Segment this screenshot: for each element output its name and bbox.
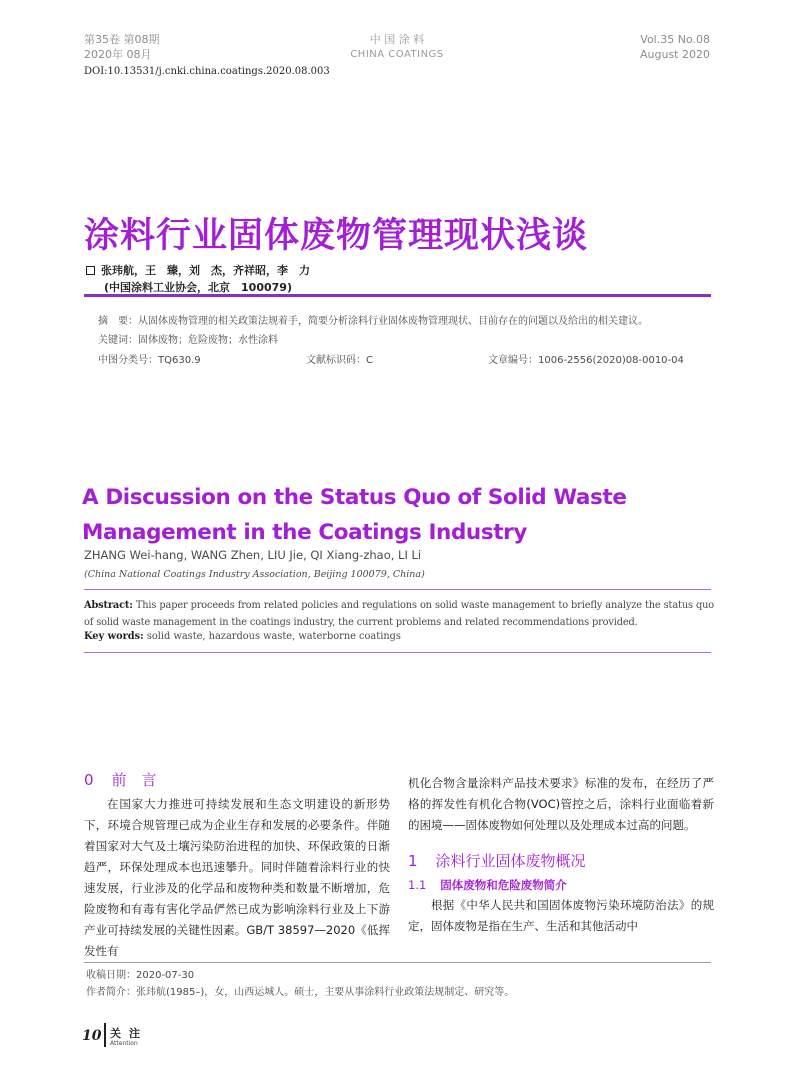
- affiliation-en: (China National Coatings Industry Association, Beijing 100079, China): [84, 569, 425, 580]
- abstract-en-text: This paper proceeds from related policies and regulations on solid waste management to briefly analyze the status quo of solid waste management in the coatings industry, the current problems and related recommendations provided.: [84, 600, 714, 628]
- abstract-en-label: Abstract:: [84, 600, 133, 611]
- abstract-cn: 摘 要：从固体废物管理的相关政策法规着手，简要分析涂料行业固体废物管理现状、目前存在的问题以及给出的相关建议。: [98, 316, 648, 327]
- received-date: 收稿日期：2020-07-30: [86, 970, 195, 981]
- section-label-cn: 关注: [110, 1027, 148, 1040]
- volume-issue-en: Vol.35 No.08: [640, 33, 710, 46]
- subsection-title: 固体废物和危险废物简介: [440, 878, 567, 892]
- subsection-number: 1.1: [408, 878, 427, 892]
- author-bio: 作者简介：张玮航(1985–)，女，山西运城人。硕士，主要从事涂料行业政策法规制定、研究等。: [86, 987, 515, 998]
- date-en: August 2020: [640, 48, 710, 61]
- article-title-cn: 涂料行业固体废物管理现状浅谈: [84, 216, 589, 256]
- body-column-left: [84, 768, 390, 962]
- section-heading-overview: [408, 849, 714, 873]
- date-cn: 2020年 08月: [84, 48, 152, 61]
- body-column-right: [408, 773, 714, 937]
- keywords-en: [84, 631, 401, 642]
- section-label-en: Attention: [110, 1040, 138, 1047]
- journal-name-cn: 中 国 涂 料: [369, 33, 425, 46]
- keywords-en-text: solid waste, hazardous waste, waterborne coatings: [143, 631, 401, 642]
- overview-paragraph: 根据《中华人民共和国固体废物污染环境防治法》的规定，固体废物是指在生产、生活和其他活动中: [408, 898, 714, 933]
- authors-cn-text: 张玮航，王 臻，刘 杰，齐祥昭，李 力: [101, 264, 310, 277]
- footnote-divider: [84, 962, 711, 963]
- volume-issue-cn: 第35卷 第08期: [84, 33, 160, 46]
- affiliation-cn: (中国涂料工业协会，北京 100079): [104, 281, 292, 294]
- section-title: 涂料行业固体废物概况: [435, 852, 586, 870]
- abstract-en: [84, 597, 714, 631]
- article-number: 文章编号：1006-2556(2020)08-0010-04: [488, 355, 684, 366]
- section-number: 1: [408, 852, 418, 870]
- section-heading-intro: [84, 768, 390, 792]
- abstract-top-divider: [84, 589, 711, 590]
- page-number: 10: [82, 1028, 102, 1044]
- article-title-en: A Discussion on the Status Quo of Solid Waste Management in the Coatings Industry: [82, 485, 627, 545]
- intro-paragraph-continued: 机化合物含量涂料产品技术要求》标准的发布，在经历了严格的挥发性有机化合物(VOC)管控之后，涂料行业面临着新的困境——固体废物如何处理以及处理成本过高的问题。: [408, 776, 714, 832]
- section-number: 0: [84, 771, 94, 789]
- clc-number: 中图分类号：TQ630.9: [98, 355, 201, 366]
- intro-paragraph: 在国家大力推进可持续发展和生态文明建设的新形势下，环境合规管理已成为企业生存和发展的必要条件。伴随着国家对大气及土壤污染防治进程的加快、环保政策的日渐趋严，环保处理成本也迅速攀升。同时伴随着涂料行业的快速发展，行业涉及的化学品和废物种类和数量不断增加，危险废物和有毒有害化学品俨然已成为影响涂料行业及上下游产业可持续发展的关键性因素。GB/T 38597—2020《低挥发性有: [84, 797, 390, 958]
- page-number-bar: [104, 1023, 106, 1047]
- authors-cn: [86, 262, 310, 278]
- doi[interactable]: DOI:10.13531/j.cnki.china.coatings.2020.08.003: [84, 66, 330, 77]
- subsection-heading: [408, 875, 714, 895]
- document-code: 文献标识码：C: [306, 355, 373, 366]
- journal-name-en: CHINA COATINGS: [350, 49, 444, 60]
- square-bullet-icon: [86, 266, 95, 275]
- abstract-bottom-divider: [84, 652, 711, 653]
- keywords-en-label: Key words:: [84, 631, 144, 642]
- authors-en: ZHANG Wei-hang, WANG Zhen, LIU Jie, QI Xiang-zhao, LI Li: [84, 548, 422, 562]
- section-title: 前 言: [111, 771, 157, 789]
- keywords-cn: 关键词：固体废物；危险废物；水性涂料: [98, 335, 278, 346]
- journal-volume-issue-en: [640, 32, 710, 62]
- title-divider: [84, 294, 711, 297]
